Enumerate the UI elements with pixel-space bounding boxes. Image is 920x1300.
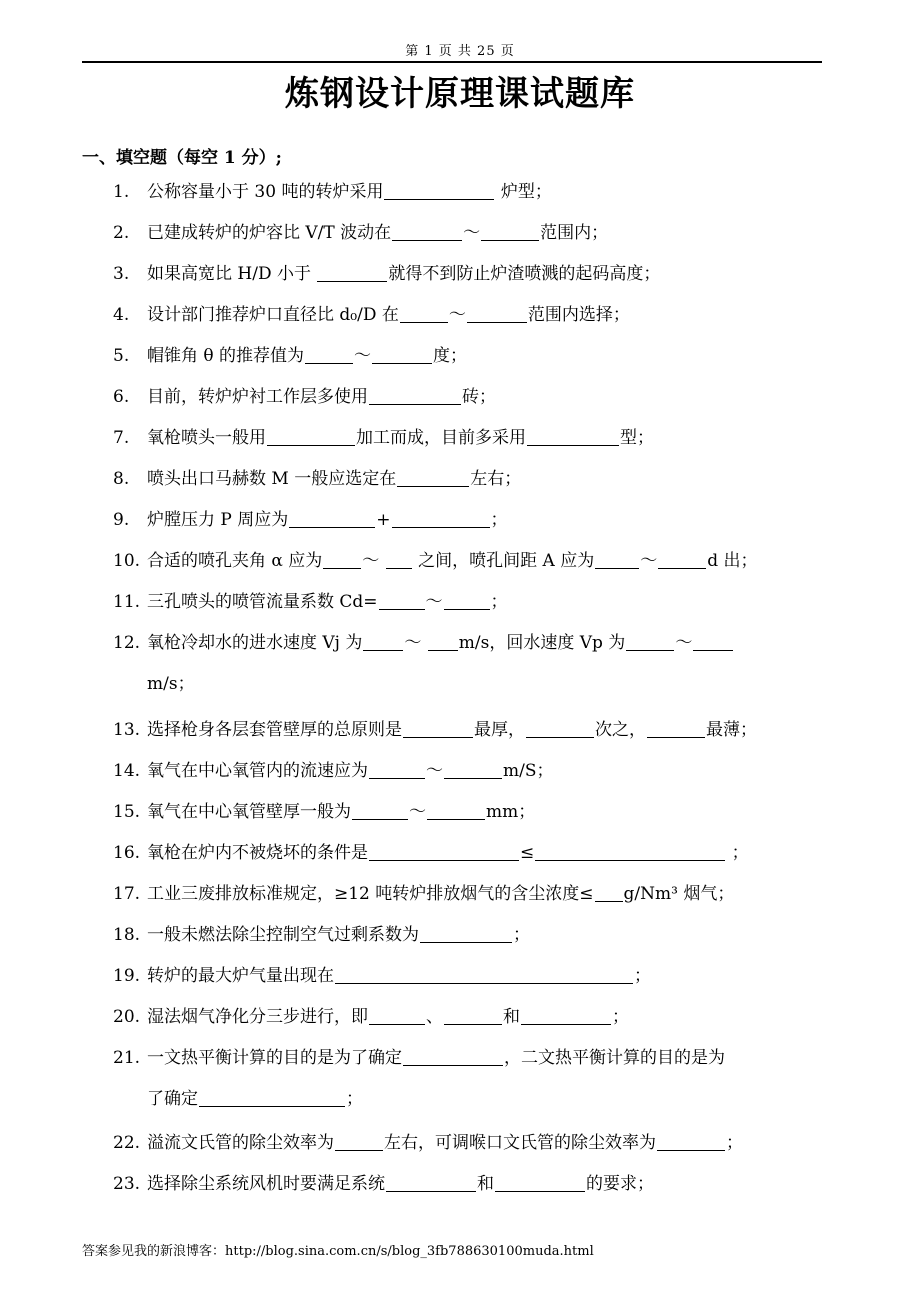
- question-7: [113, 423, 858, 453]
- question-text: ，二文热平衡计算的目的是为: [504, 1048, 725, 1068]
- question-23: [113, 1169, 858, 1199]
- question-text: ；: [346, 1089, 363, 1109]
- section-heading: 一、填空题（每空 1 分）;: [82, 148, 282, 168]
- question-number: 19.: [113, 966, 141, 986]
- question-text: 范围内选择；: [527, 305, 630, 325]
- answer-blank: [335, 1131, 383, 1151]
- question-number: 21.: [113, 1048, 141, 1068]
- answer-blank: [369, 385, 461, 405]
- question-text: ～: [354, 346, 372, 366]
- question-text: 三孔喷头的喷管流量系数 Cd=: [147, 592, 378, 612]
- question-16: [113, 838, 858, 868]
- question-12-continuation: [147, 669, 858, 699]
- question-text: 型；: [620, 428, 654, 448]
- document-title: 炼钢设计原理课试题库: [285, 74, 635, 114]
- question-9: [113, 505, 858, 535]
- question-12: [113, 628, 858, 658]
- answer-blank: [444, 1005, 502, 1025]
- answer-blank: [400, 303, 448, 323]
- question-text: ；: [513, 925, 530, 945]
- question-text: 氧枪喷头一般用: [147, 428, 266, 448]
- answer-blank: [352, 800, 408, 820]
- answer-blank: [386, 1172, 476, 1192]
- question-3: [113, 259, 858, 289]
- question-text: 合适的喷孔夹角 α 应为: [147, 551, 323, 571]
- question-text: mm；: [486, 802, 536, 822]
- question-18: [113, 920, 858, 950]
- question-text: 左右；: [470, 469, 522, 489]
- question-number: 8.: [113, 469, 130, 489]
- answer-blank: [693, 631, 733, 651]
- answer-blank: [369, 841, 519, 861]
- question-text: 氧气在中心氧管内的流速应为: [147, 761, 368, 781]
- question-8: [113, 464, 858, 494]
- question-text: 炉型；: [495, 182, 552, 202]
- question-number: 12.: [113, 633, 141, 653]
- question-text: 转炉的最大炉气量出现在: [147, 966, 334, 986]
- answer-blank: [526, 718, 594, 738]
- answer-blank: [481, 221, 539, 241]
- question-text: g/Nm³ 烟气；: [623, 884, 735, 904]
- answer-blank: [595, 882, 623, 902]
- answer-blank: [420, 923, 512, 943]
- question-text: 砖；: [462, 387, 496, 407]
- question-text: ～: [426, 761, 443, 781]
- question-text: 帽锥角 θ 的推荐值为: [147, 346, 305, 366]
- question-text: 之间，喷孔间距 A 应为: [412, 551, 595, 571]
- answer-blank: [397, 467, 469, 487]
- question-text: 了确定: [147, 1089, 198, 1109]
- question-text: ～: [640, 551, 658, 571]
- header-divider: [82, 61, 822, 63]
- question-14: [113, 756, 858, 786]
- question-number: 6.: [113, 387, 130, 407]
- answer-blank: [521, 1005, 611, 1025]
- question-11: [113, 587, 858, 617]
- answer-blank: [305, 344, 353, 364]
- question-text: 加工而成，目前多采用: [356, 428, 526, 448]
- question-text: ～: [425, 592, 443, 612]
- question-2: [113, 218, 858, 248]
- answer-blank: [535, 841, 725, 861]
- answer-blank: [317, 262, 387, 282]
- question-number: 7.: [113, 428, 130, 448]
- question-text: 设计部门推荐炉口直径比 d₀/D 在: [147, 305, 399, 325]
- answer-blank: [444, 590, 490, 610]
- question-text: 次之，: [595, 720, 646, 740]
- question-text: 和: [477, 1174, 494, 1194]
- answer-blank: [444, 759, 502, 779]
- answer-blank: [658, 549, 706, 569]
- answer-blank: [372, 344, 432, 364]
- question-text: 就得不到防止炉渣喷溅的起码高度；: [388, 264, 661, 284]
- question-number: 16.: [113, 843, 141, 863]
- question-number: 9.: [113, 510, 130, 530]
- answer-blank: [379, 590, 425, 610]
- question-20: [113, 1002, 858, 1032]
- question-text: 湿法烟气净化分三步进行，即: [147, 1007, 368, 1027]
- question-text: 一般未燃法除尘控制空气过剩系数为: [147, 925, 419, 945]
- answer-blank: [199, 1087, 345, 1107]
- question-text: 已建成转炉的炉容比 V/T 波动在: [147, 223, 392, 243]
- answer-blank: [369, 759, 425, 779]
- answer-blank: [626, 631, 674, 651]
- question-text: 左右，可调喉口文氏管的除尘效率为: [384, 1133, 656, 1153]
- question-number: 5.: [113, 346, 130, 366]
- question-text: m/s；: [147, 674, 195, 694]
- answer-blank: [384, 180, 494, 200]
- question-4: [113, 300, 858, 330]
- question-number: 15.: [113, 802, 141, 822]
- question-text: 选择除尘系统风机时要满足系统: [147, 1174, 385, 1194]
- answer-blank: [403, 1046, 503, 1066]
- question-text: ～: [448, 305, 466, 325]
- question-5: [113, 341, 858, 371]
- question-text: ；: [726, 843, 749, 863]
- question-text: 炉膛压力 P 周应为: [147, 510, 289, 530]
- question-text: 如果高宽比 H/D 小于: [147, 264, 317, 284]
- answer-blank: [335, 964, 633, 984]
- question-number: 22.: [113, 1133, 141, 1153]
- question-text: 最薄；: [706, 720, 757, 740]
- question-text: ～: [675, 633, 693, 653]
- answer-blank: [392, 221, 462, 241]
- question-1: [113, 177, 858, 207]
- question-number: 18.: [113, 925, 141, 945]
- question-21: [113, 1043, 858, 1073]
- question-text: ≤: [520, 843, 535, 863]
- question-text: ；: [726, 1133, 743, 1153]
- question-text: 溢流文氏管的除尘效率为: [147, 1133, 334, 1153]
- question-text: 和: [503, 1007, 520, 1027]
- question-number: 10.: [113, 551, 141, 571]
- question-text: 度；: [433, 346, 468, 366]
- answer-blank: [427, 800, 485, 820]
- answer-blank: [647, 718, 705, 738]
- question-text: 氧气在中心氧管壁厚一般为: [147, 802, 351, 822]
- question-number: 20.: [113, 1007, 141, 1027]
- question-text: 氧枪在炉内不被烧坏的条件是: [147, 843, 368, 863]
- answer-blank: [428, 631, 458, 651]
- question-number: 3.: [113, 264, 130, 284]
- question-text: 的要求；: [586, 1174, 654, 1194]
- question-text: +: [376, 510, 391, 530]
- question-number: 11.: [113, 592, 141, 612]
- question-22: [113, 1128, 858, 1158]
- question-text: 氧枪冷却水的进水速度 Vj 为: [147, 633, 363, 653]
- question-text: 目前，转炉炉衬工作层多使用: [147, 387, 368, 407]
- question-text: ；: [490, 510, 508, 530]
- question-text: 喷头出口马赫数 M 一般应选定在: [147, 469, 397, 489]
- question-text: ～: [463, 223, 481, 243]
- question-21-continuation: [147, 1084, 858, 1114]
- answer-blank: [392, 508, 490, 528]
- question-17: [113, 879, 858, 909]
- answer-blank: [657, 1131, 725, 1151]
- question-number: 2.: [113, 223, 130, 243]
- answer-blank: [495, 1172, 585, 1192]
- question-15: [113, 797, 858, 827]
- answer-blank: [595, 549, 639, 569]
- answer-blank: [403, 718, 473, 738]
- question-text: 一文热平衡计算的目的是为了确定: [147, 1048, 402, 1068]
- question-19: [113, 961, 858, 991]
- question-text: ；: [634, 966, 651, 986]
- answer-blank: [267, 426, 355, 446]
- question-text: 选择枪身各层套管壁厚的总原则是: [147, 720, 402, 740]
- footer-answer-link: 答案参见我的新浪博客：http://blog.sina.com.cn/s/blog_3fb788630100muda.html: [82, 1244, 594, 1259]
- question-number: 13.: [113, 720, 141, 740]
- question-number: 14.: [113, 761, 141, 781]
- question-text: 范围内；: [540, 223, 609, 243]
- page-number-header: 第 1 页 共 25 页: [405, 44, 515, 59]
- question-number: 1.: [113, 182, 130, 202]
- question-number: 23.: [113, 1174, 141, 1194]
- question-text: 工业三废排放标准规定，≥12 吨转炉排放烟气的含尘浓度≤: [147, 884, 594, 904]
- question-text: ～: [362, 551, 385, 571]
- question-text: ～: [409, 802, 426, 822]
- question-text: 最厚，: [474, 720, 525, 740]
- answer-blank: [386, 549, 412, 569]
- question-text: d 出；: [707, 551, 758, 571]
- question-number: 17.: [113, 884, 141, 904]
- question-6: [113, 382, 858, 412]
- question-text: ；: [490, 592, 508, 612]
- answer-blank: [527, 426, 619, 446]
- answer-blank: [363, 631, 403, 651]
- question-text: 公称容量小于 30 吨的转炉采用: [147, 182, 384, 202]
- question-13: [113, 715, 858, 745]
- answer-blank: [323, 549, 361, 569]
- answer-blank: [369, 1005, 425, 1025]
- question-text: ～: [404, 633, 427, 653]
- question-text: m/S；: [503, 761, 554, 781]
- answer-blank: [289, 508, 375, 528]
- question-10: [113, 546, 858, 576]
- question-number: 4.: [113, 305, 130, 325]
- question-text: ；: [612, 1007, 629, 1027]
- question-text: 、: [426, 1007, 443, 1027]
- answer-blank: [467, 303, 527, 323]
- question-text: m/s，回水速度 Vp 为: [458, 633, 626, 653]
